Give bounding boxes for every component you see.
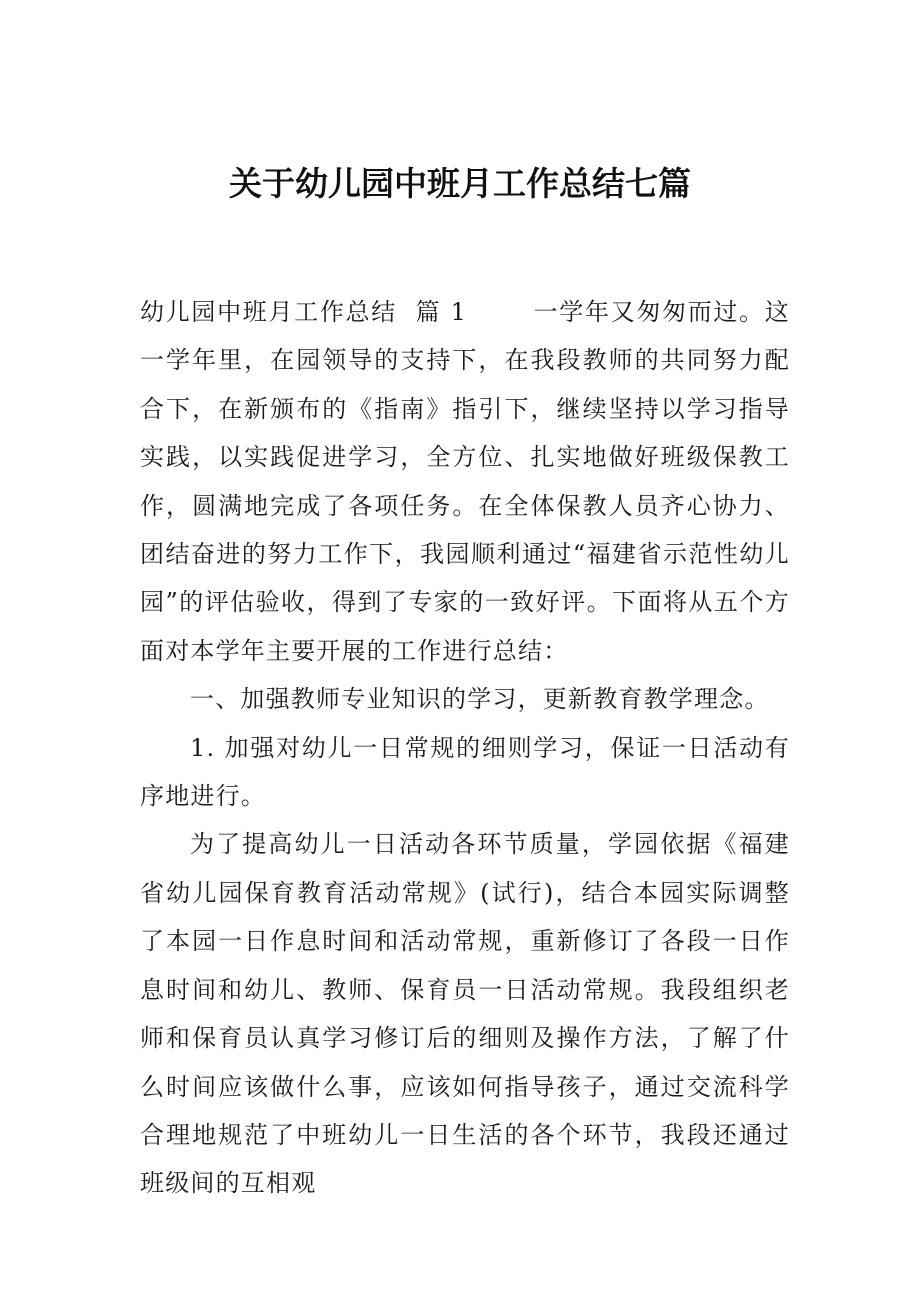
- document-title: 关于幼儿园中班月工作总结七篇: [229, 164, 691, 203]
- body-paragraph: 为了提高幼儿一日活动各环节质量，学园依据《福建省幼儿园保育教育活动常规》(试行)，结合本园实际调整了本园一日作息时间和活动常规，重新修订了各段一日作息时间和幼儿、教师、保育员一日活动常规。我段组织老师和保育员认真学习修订后的细则及操作方法，了解了什么时间应该做什么事，应该如何指导孩子，通过交流科学合理地规范了中班幼儿一日生活的各个环节，我段还通过班级间的互相观: [140, 830, 790, 1198]
- intro-paragraph: [140, 288, 790, 675]
- section-one-heading: 一、加强教师专业知识的学习，更新教育教学理念。: [190, 685, 770, 714]
- section-heading: 幼儿园中班月工作总结 篇 1: [140, 298, 468, 326]
- document-body: [140, 288, 790, 1208]
- subsection-1-heading: 1. 加强对幼儿一日常规的细则学习，保证一日活动有序地进行。: [140, 733, 790, 811]
- paragraph-text: 一学年又匆匆而过。这一学年里，在园领导的支持下，在我段教师的共同努力配合下，在新颁布的《指南》指引下，继续坚持以学习指导实践，以实践促进学习，全方位、扎实地做好班级保教工作，圆满地完成了各项任务。在全体保教人员齐心协力、团结奋进的努力工作下，我园顺利通过“福建省示范性幼儿园”的评估验收，得到了专家的一致好评。下面将从五个方面对本学年主要开展的工作进行总结：: [140, 298, 791, 665]
